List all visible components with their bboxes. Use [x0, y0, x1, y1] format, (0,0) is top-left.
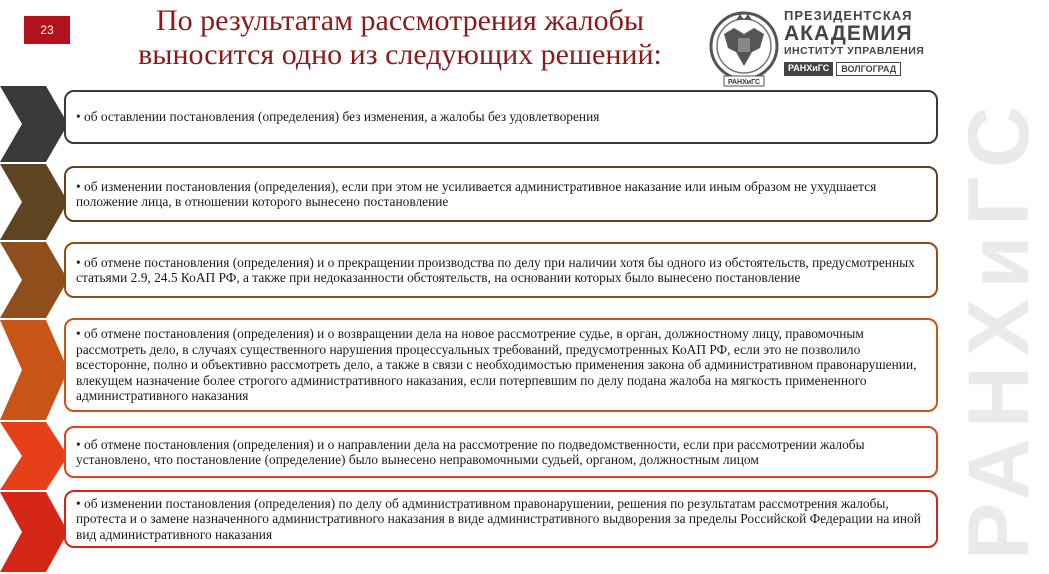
step-chevron-6: [0, 492, 68, 572]
step-chevron-1: [0, 86, 68, 162]
decision-text-4: • об отмене постановления (определения) и о возвращении дела на новое рассмотрение судье, в орган, должностному лицу, правомочным рассмотреть дело, в случаях существенного нарушения процессуальных требований, предусмотренных КоАП РФ, если это не позволило всесторонне, полно и объективно рассмотреть дело, а также в связи с необходимостью применения закона об административном правонарушении, влекущем назначение более строгого административного наказания, если потерпевшим по делу подана жалоба на мягкость примененного административного наказания: [76, 326, 917, 404]
decision-item-3: [64, 242, 938, 298]
svg-text:РАНХиГС: РАНХиГС: [727, 79, 761, 86]
academy-logo: [706, 4, 926, 90]
decision-item-1: [64, 90, 938, 144]
page-title: [100, 4, 700, 72]
decision-item-4: [64, 318, 938, 412]
decision-text-5: • об отмене постановления (определения) и о направлении дела на рассмотрение по подведомственности, если при рассмотрении жалобы установлено, что постановление (определение) было вынесено неправомочными судьей, органом, должностным лицом: [76, 436, 865, 467]
step-chevron-2: [0, 164, 68, 240]
step-chevron-5: [0, 422, 68, 490]
decision-text-2: • об изменении постановления (определения), если при этом не усиливается административное наказание или иным образом не ухудшается положение лица, в отношении которого вынесено постановление: [76, 178, 877, 209]
title-line-1: По результатам рассмотрения жалобы: [156, 4, 644, 37]
logo-line-2: АКАДЕМИЯ: [784, 22, 913, 45]
step-chevron-3: [0, 242, 68, 318]
decision-item-2: [64, 166, 938, 222]
watermark: [940, 0, 1047, 574]
decision-item-5: [64, 426, 938, 478]
title-line-2: выносится одно из следующих решений:: [138, 38, 662, 71]
decision-text-1: • об оставлении постановления (определения) без изменения, а жалобы без удовлетворения: [76, 109, 600, 125]
decision-item-6: [64, 490, 938, 548]
logo-line-1: ПРЕЗИДЕНТСКАЯ: [784, 8, 913, 23]
decision-text-6: • об изменении постановления (определения) по делу об административном правонарушении, решения по результатам рассмотрения жалобы, протеста и о замене назначенного административного наказания в виде административного выдворения за пределы Российской Федерации на иной вид административного наказания: [76, 495, 921, 542]
watermark-text: РАНХиГС: [951, 96, 1047, 560]
logo-badge-city: ВОЛГОГРАД: [836, 62, 901, 76]
logo-text: [784, 8, 926, 76]
eagle-seal-icon: [706, 4, 782, 90]
slide-number: 23: [24, 16, 70, 44]
step-chevron-4: [0, 320, 68, 420]
logo-line-3: ИНСТИТУТ УПРАВЛЕНИЯ: [784, 45, 925, 57]
decision-text-3: • об отмене постановления (определения) и о прекращении производства по делу при наличии хотя бы одного из обстоятельств, предусмотренных статьями 2.9, 24.5 КоАП РФ, а также при недоказанности обстоятельств, на основании которых было вынесено постановление: [76, 254, 915, 285]
logo-badge-ranepa: РАНХиГС: [784, 62, 833, 76]
